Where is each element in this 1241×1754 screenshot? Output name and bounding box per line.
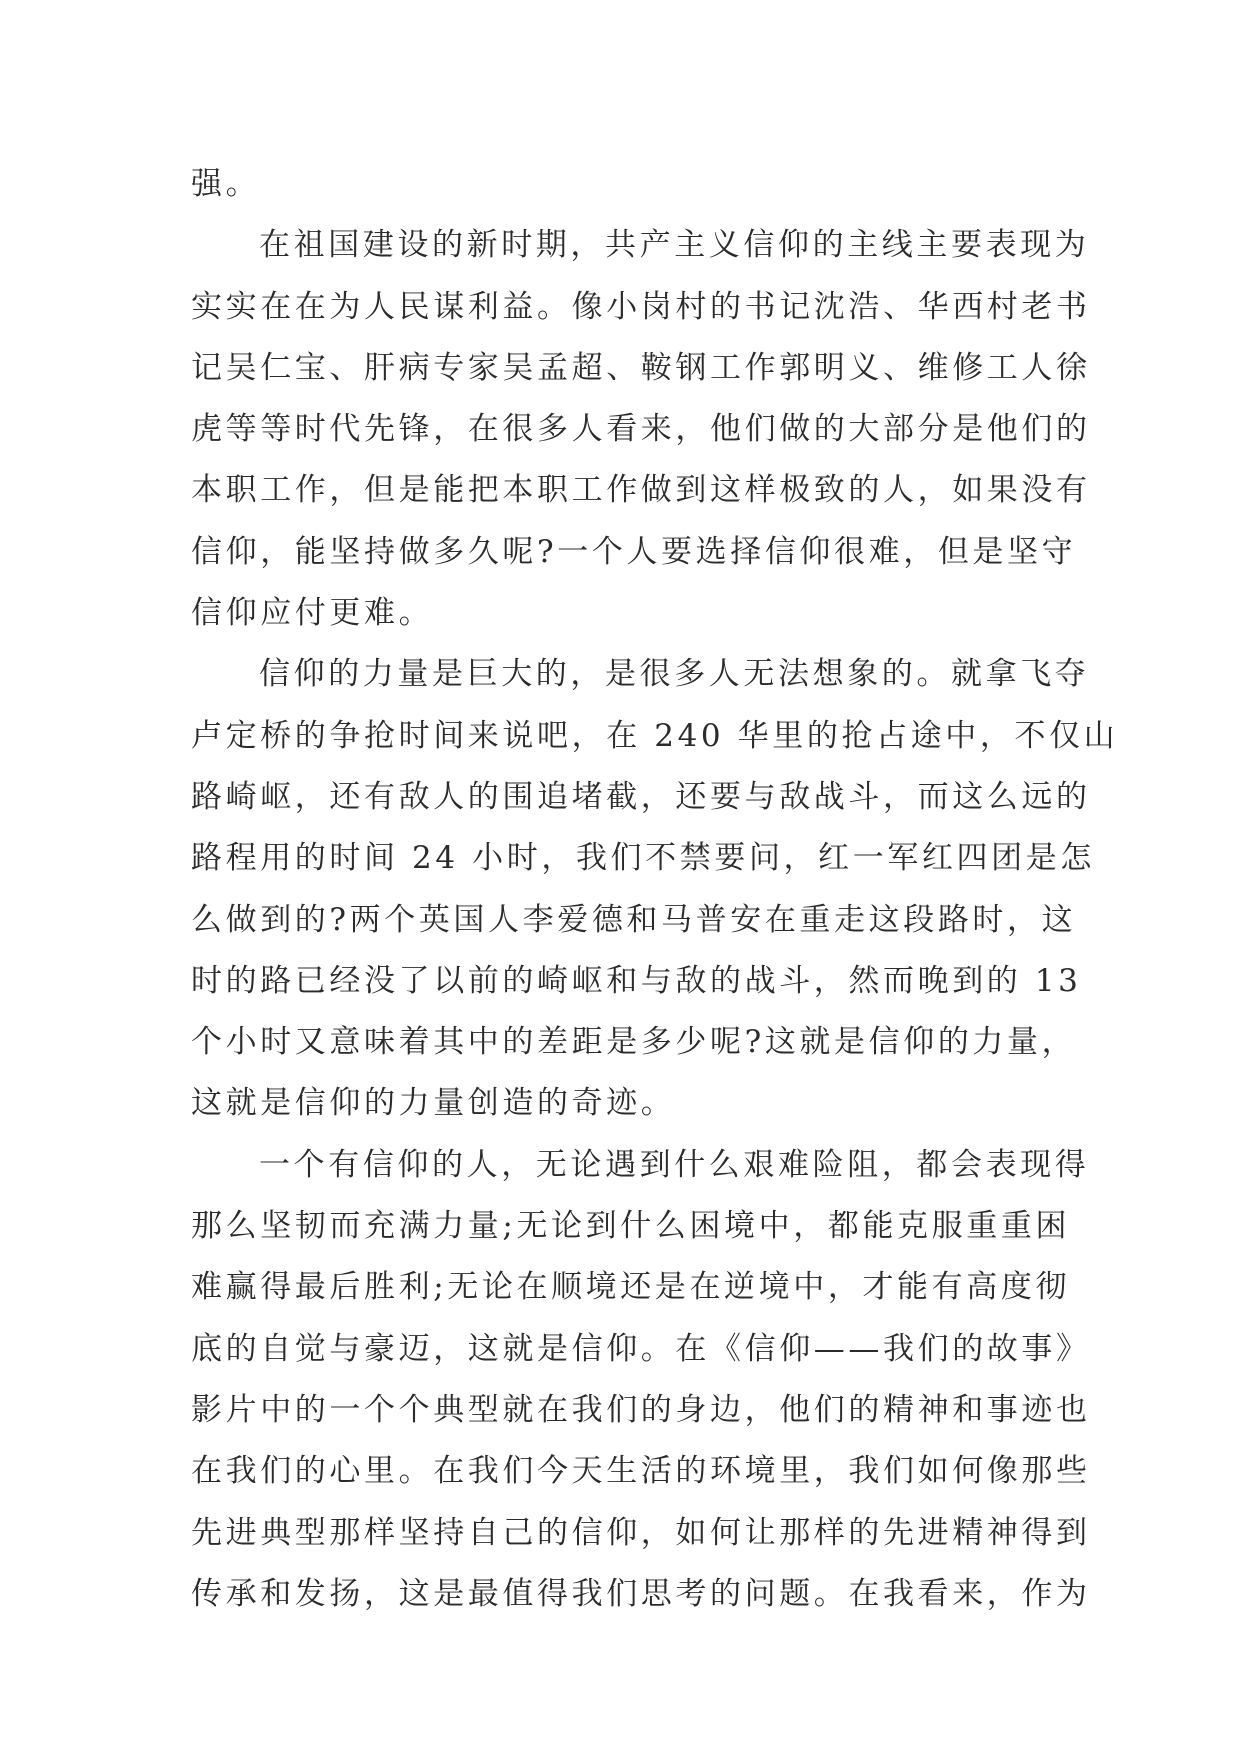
text-line: 先进典型那样坚持自己的信仰，如何让那样的先进精神得到 xyxy=(191,1514,1091,1551)
text-line: 实实在在为人民谋利益。像小岗村的书记沈浩、华西村老书 xyxy=(191,288,1091,325)
paragraph-3 xyxy=(191,1135,1091,1625)
body-text xyxy=(191,154,1119,1625)
text-line: 时的路已经没了以前的崎岖和与敌的战斗，然而晚到的 13 xyxy=(191,962,1082,999)
text-line: 虎等等时代先锋，在很多人看来，他们做的大部分是他们的 xyxy=(191,411,1091,448)
text-line: 路崎岖，还有敌人的围追堵截，还要与敌战斗，而这么远的 xyxy=(191,778,1091,815)
text-line: 卢定桥的争抢时间来说吧，在 240 华里的抢占途中，不仅山 xyxy=(191,717,1119,754)
text-line: 记吴仁宝、肝病专家吴孟超、鞍钢工作郭明义、维修工人徐 xyxy=(191,349,1091,386)
text-line: 个小时又意味着其中的差距是多少呢?这就是信仰的力量， xyxy=(191,1024,1077,1061)
text-line: 一个有信仰的人，无论遇到什么艰难险阻，都会表现得 xyxy=(259,1146,1090,1183)
text-line: 在祖国建设的新时期，共产主义信仰的主线主要表现为 xyxy=(259,227,1090,264)
text-line: 路程用的时间 24 小时，我们不禁要问，红一军红四团是怎 xyxy=(191,840,1095,877)
paragraph-0 xyxy=(191,154,1061,215)
text-line: 么做到的?两个英国人李爱德和马普安在重走这段路时，这 xyxy=(191,901,1077,938)
text-line: 这就是信仰的力量创造的奇迹。 xyxy=(191,1085,676,1122)
text-line: 信仰，能坚持做多久呢?一个人要选择信仰很难，但是坚守 xyxy=(191,533,1077,570)
paragraph-1 xyxy=(191,215,1091,644)
text-line: 传承和发扬，这是最值得我们思考的问题。在我看来，作为 xyxy=(191,1575,1091,1612)
paragraph-2 xyxy=(191,644,1119,1134)
text-line: 强。 xyxy=(191,166,261,202)
text-line: 影片中的一个个典型就在我们的身边，他们的精神和事迹也 xyxy=(191,1391,1091,1428)
text-line: 底的自觉与豪迈，这就是信仰。在《信仰——我们的故事》 xyxy=(191,1330,1091,1367)
text-line: 信仰应付更难。 xyxy=(191,595,434,632)
text-line: 信仰的力量是巨大的，是很多人无法想象的。就拿飞夺 xyxy=(259,656,1090,693)
text-line: 本职工作，但是能把本职工作做到这样极致的人，如果没有 xyxy=(191,472,1091,509)
text-line: 难赢得最后胜利;无论在顺境还是在逆境中，才能有高度彻 xyxy=(191,1269,1071,1306)
text-line: 那么坚韧而充满力量;无论到什么困境中，都能克服重重困 xyxy=(191,1208,1071,1245)
text-line: 在我们的心里。在我们今天生活的环境里，我们如何像那些 xyxy=(191,1453,1091,1490)
